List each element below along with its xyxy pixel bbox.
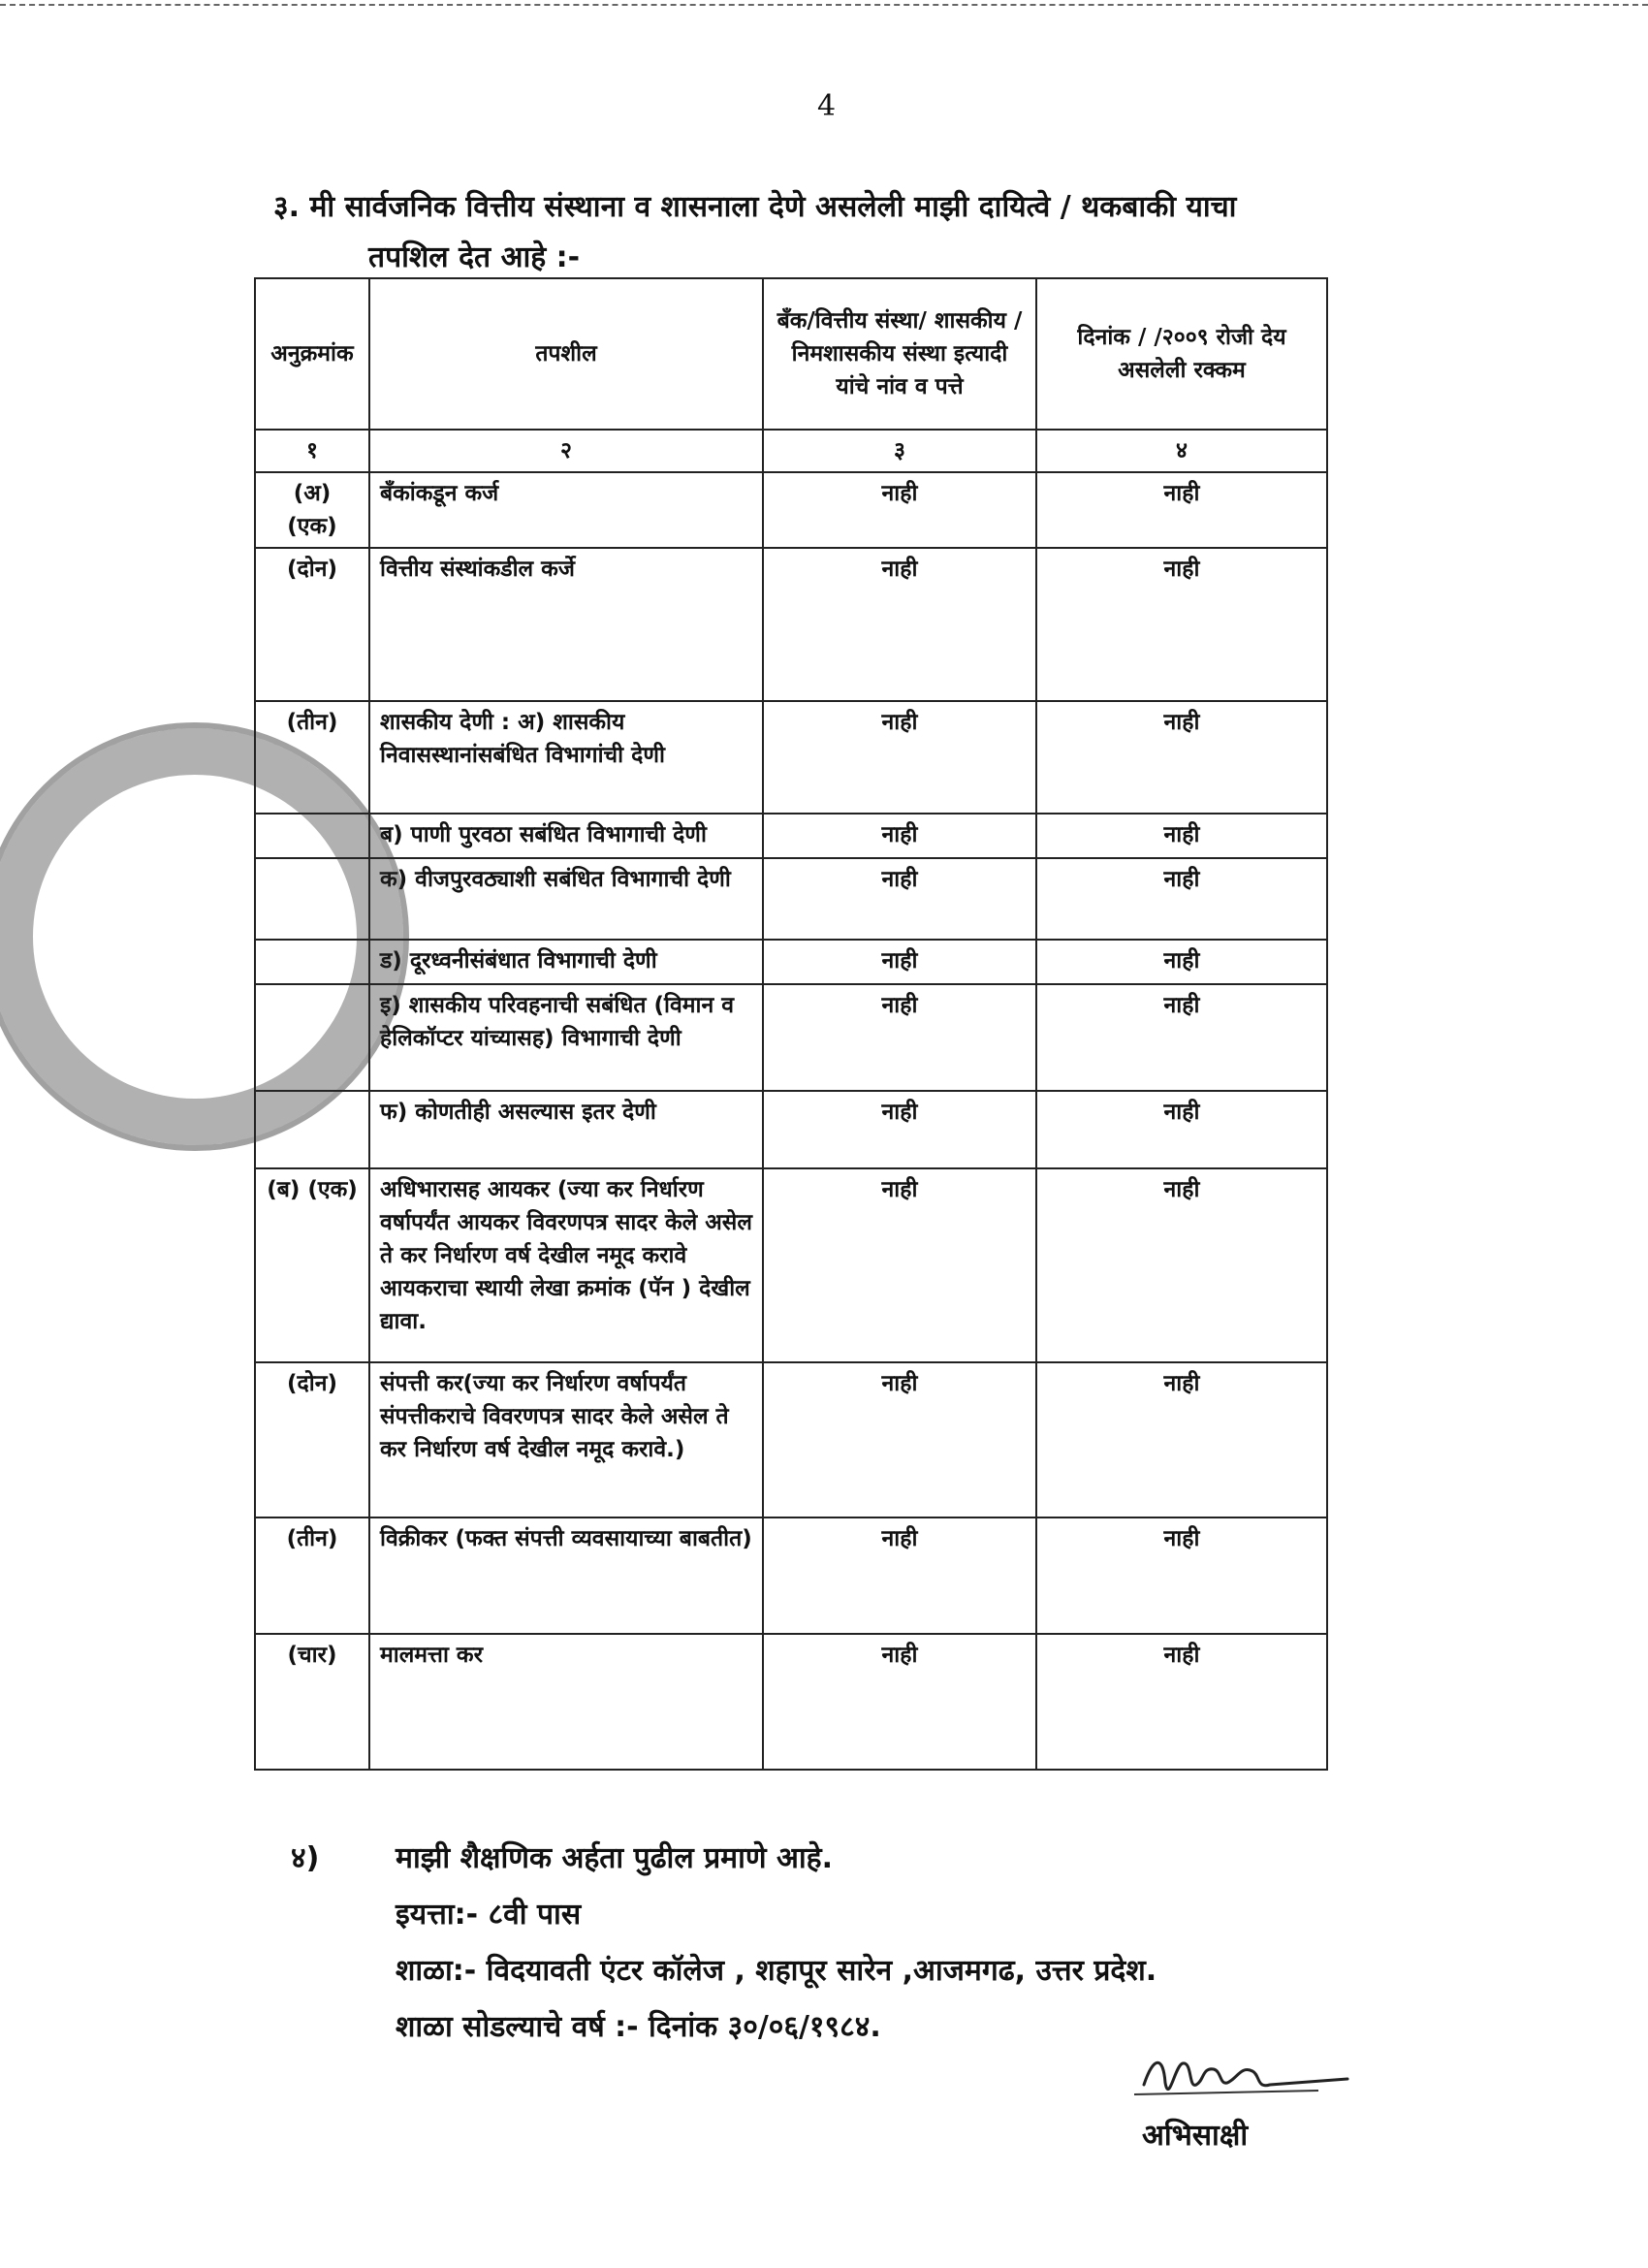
row-institution: नाही — [763, 472, 1036, 548]
header-amount: दिनांक / /२००९ रोजी देय असलेली रक्कम — [1036, 278, 1327, 430]
education-grade: इयत्ता:- ८वी पास — [396, 1898, 582, 1932]
table-row — [255, 701, 1327, 814]
column-number: २ — [369, 430, 763, 472]
education-number: ४) — [291, 1841, 320, 1875]
row-institution: नाही — [763, 1517, 1036, 1634]
table-row — [255, 1362, 1327, 1517]
row-institution: नाही — [763, 701, 1036, 814]
table-row — [255, 858, 1327, 940]
row-detail: संपत्ती कर(ज्या कर निर्धारण वर्षापर्यंत संपत्तीकराचे विवरणपत्र सादर केले असेल ते कर निर्धारण वर्ष देखील नमूद करावे.) — [369, 1362, 763, 1517]
row-institution: नाही — [763, 548, 1036, 701]
heading-line-2: तपशिल देत आहे :- — [368, 240, 581, 274]
row-amount: नाही — [1036, 548, 1327, 701]
row-institution: नाही — [763, 1168, 1036, 1362]
row-institution: नाही — [763, 1634, 1036, 1770]
row-amount: नाही — [1036, 1634, 1327, 1770]
row-amount: नाही — [1036, 858, 1327, 940]
row-serial: (चार) — [255, 1634, 369, 1770]
row-detail: अधिभारासह आयकर (ज्या कर निर्धारण वर्षापर्यंत आयकर विवरणपत्र सादर केले असेल ते कर निर्धारण वर्ष देखील नमूद करावे आयकराचा स्थायी लेखा क्रमांक (पॅन ) देखील द्यावा. — [369, 1168, 763, 1362]
row-institution: नाही — [763, 1362, 1036, 1517]
row-institution: नाही — [763, 1091, 1036, 1168]
row-amount: नाही — [1036, 701, 1327, 814]
row-detail: क) वीजपुरवठ्याशी सबंधित विभागाची देणी — [369, 858, 763, 940]
table-row — [255, 548, 1327, 701]
education-intro: माझी शैक्षणिक अर्हता पुढील प्रमाणे आहे. — [396, 1841, 834, 1875]
column-number-row — [255, 430, 1327, 472]
table-header-row — [255, 278, 1327, 430]
table-row — [255, 1517, 1327, 1634]
table-row — [255, 1091, 1327, 1168]
row-amount: नाही — [1036, 1362, 1327, 1517]
table-row — [255, 940, 1327, 984]
row-amount: नाही — [1036, 984, 1327, 1091]
row-serial: (दोन) — [255, 548, 369, 701]
page-number: 4 — [817, 89, 837, 123]
row-detail: इ) शासकीय परिवहनाची सबंधित (विमान व हेलिकॉप्टर यांच्यासह) विभागाची देणी — [369, 984, 763, 1091]
row-detail: बँकांकडून कर्ज — [369, 472, 763, 548]
deponent-label: अभिसाक्षी — [1142, 2119, 1249, 2153]
row-institution: नाही — [763, 984, 1036, 1091]
row-amount: नाही — [1036, 1517, 1327, 1634]
row-serial — [255, 940, 369, 984]
education-section — [291, 1831, 1157, 2056]
row-serial: (ब) (एक) — [255, 1168, 369, 1362]
scan-top-border — [0, 4, 1648, 6]
row-amount: नाही — [1036, 1091, 1327, 1168]
header-institution: बँक/वित्तीय संस्था/ शासकीय / निमशासकीय संस्था इत्यादी यांचे नांव व पत्ते — [763, 278, 1036, 430]
table-row — [255, 472, 1327, 548]
column-number: ३ — [763, 430, 1036, 472]
row-serial — [255, 814, 369, 858]
header-serial: अनुक्रमांक — [255, 278, 369, 430]
row-amount: नाही — [1036, 940, 1327, 984]
header-detail: तपशील — [369, 278, 763, 430]
row-institution: नाही — [763, 814, 1036, 858]
row-institution: नाही — [763, 940, 1036, 984]
liabilities-table — [254, 277, 1328, 1771]
row-serial: (तीन) — [255, 701, 369, 814]
row-detail: ड) दूरध्वनीसंबंधात विभागाची देणी — [369, 940, 763, 984]
education-school: शाळा:- विदयावती एंटर कॉलेज , शहापूर सारेन ,आजमगढ, उत्तर प्रदेश. — [396, 1954, 1157, 1988]
row-detail: ब) पाणी पुरवठा सबंधित विभागाची देणी — [369, 814, 763, 858]
row-institution: नाही — [763, 858, 1036, 940]
education-leaving-year: शाळा सोडल्याचे वर्ष :- दिनांक ३०/०६/१९८४. — [396, 2010, 881, 2044]
row-serial — [255, 858, 369, 940]
row-serial — [255, 1091, 369, 1168]
row-detail: शासकीय देणी : अ) शासकीय निवासस्थानांसबंधित विभागांची देणी — [369, 701, 763, 814]
table-row — [255, 1168, 1327, 1362]
column-number: १ — [255, 430, 369, 472]
row-amount: नाही — [1036, 814, 1327, 858]
row-serial: (अ) (एक) — [255, 472, 369, 548]
row-detail: वित्तीय संस्थांकडील कर्जे — [369, 548, 763, 701]
row-serial — [255, 984, 369, 1091]
row-detail: फ) कोणतीही असल्यास इतर देणी — [369, 1091, 763, 1168]
row-serial: (तीन) — [255, 1517, 369, 1634]
row-amount: नाही — [1036, 1168, 1327, 1362]
row-amount: नाही — [1036, 472, 1327, 548]
row-detail: मालमत्ता कर — [369, 1634, 763, 1770]
column-number: ४ — [1036, 430, 1327, 472]
table-row — [255, 1634, 1327, 1770]
table-row — [255, 984, 1327, 1091]
signature — [1125, 2046, 1357, 2114]
row-detail: विक्रीकर (फक्त संपत्ती व्यवसायाच्या बाबतीत) — [369, 1517, 763, 1634]
table-row — [255, 814, 1327, 858]
heading-line-1: ३. मी सार्वजनिक वित्तीय संस्थाना व शासनाला देणे असलेली माझी दायित्वे / थकबाकी याचा — [273, 190, 1237, 224]
section-heading — [273, 182, 1340, 283]
row-serial: (दोन) — [255, 1362, 369, 1517]
